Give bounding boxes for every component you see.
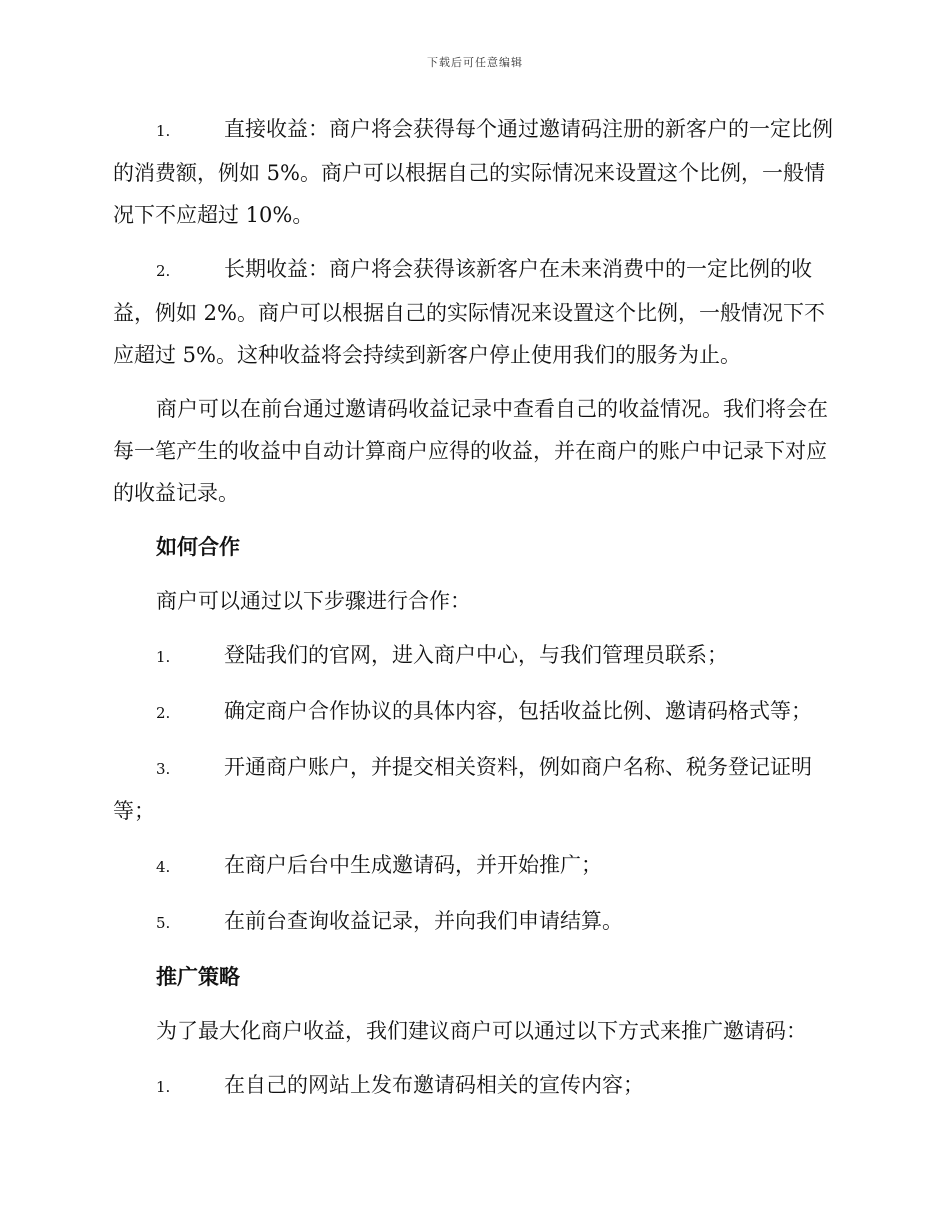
list-item-direct-revenue <box>113 108 833 236</box>
section-heading-promo: 推广策略 <box>156 964 240 989</box>
cooperate-step <box>113 690 833 734</box>
list-text: 开通商户账户，并提交相关资料，例如商户名称、税务登记证明等； <box>113 755 812 823</box>
cooperate-step <box>113 634 833 678</box>
list-text: 登陆我们的官网，进入商户中心，与我们管理员联系； <box>224 643 728 667</box>
cooperate-intro: 商户可以通过以下步骤进行合作： <box>156 589 471 613</box>
list-text: 在商户后台中生成邀请码，并开始推广； <box>224 853 602 877</box>
list-text: 在自己的网站上发布邀请码相关的宣传内容； <box>224 1073 644 1097</box>
revenue-records-paragraph: 商户可以在前台通过邀请码收益记录中查看自己的收益情况。我们将会在每一笔产生的收益中自动计算商户应得的收益，并在商户的账户中记录下对应的收益记录。 <box>113 397 828 505</box>
document-body <box>113 108 833 1120</box>
list-number: 5. <box>156 914 171 932</box>
cooperate-step <box>113 900 833 944</box>
list-number: 3. <box>156 760 171 778</box>
list-number: 4. <box>156 858 171 876</box>
list-text: 直接收益：商户将会获得每个通过邀请码注册的新客户的一定比例的消费额，例如 5%。商户可以根据自己的实际情况来设置这个比例，一般情况下不应超过 10%。 <box>113 117 833 227</box>
promo-step <box>113 1064 833 1108</box>
cooperate-step <box>113 844 833 888</box>
list-text: 确定商户合作协议的具体内容，包括收益比例、邀请码格式等； <box>224 699 812 723</box>
promo-intro: 为了最大化商户收益，我们建议商户可以通过以下方式来推广邀请码： <box>156 1019 807 1043</box>
list-number: 2. <box>156 704 171 722</box>
list-number: 2. <box>156 262 171 280</box>
cooperate-step <box>113 746 833 832</box>
list-item-long-term-revenue <box>113 248 833 376</box>
section-heading-cooperate: 如何合作 <box>156 534 240 559</box>
list-number: 1. <box>156 648 171 666</box>
list-text: 在前台查询收益记录，并向我们申请结算。 <box>224 909 623 933</box>
list-text: 长期收益：商户将会获得该新客户在未来消费中的一定比例的收益，例如 2%。商户可以根据自己的实际情况来设置这个比例，一般情况下不应超过 5%。这种收益将会持续到新客户停止使用我们的服务为止。 <box>113 257 825 367</box>
list-number: 1. <box>156 1078 171 1096</box>
list-number: 1. <box>156 122 171 140</box>
page-header: 下载后可任意编辑 <box>427 56 523 69</box>
